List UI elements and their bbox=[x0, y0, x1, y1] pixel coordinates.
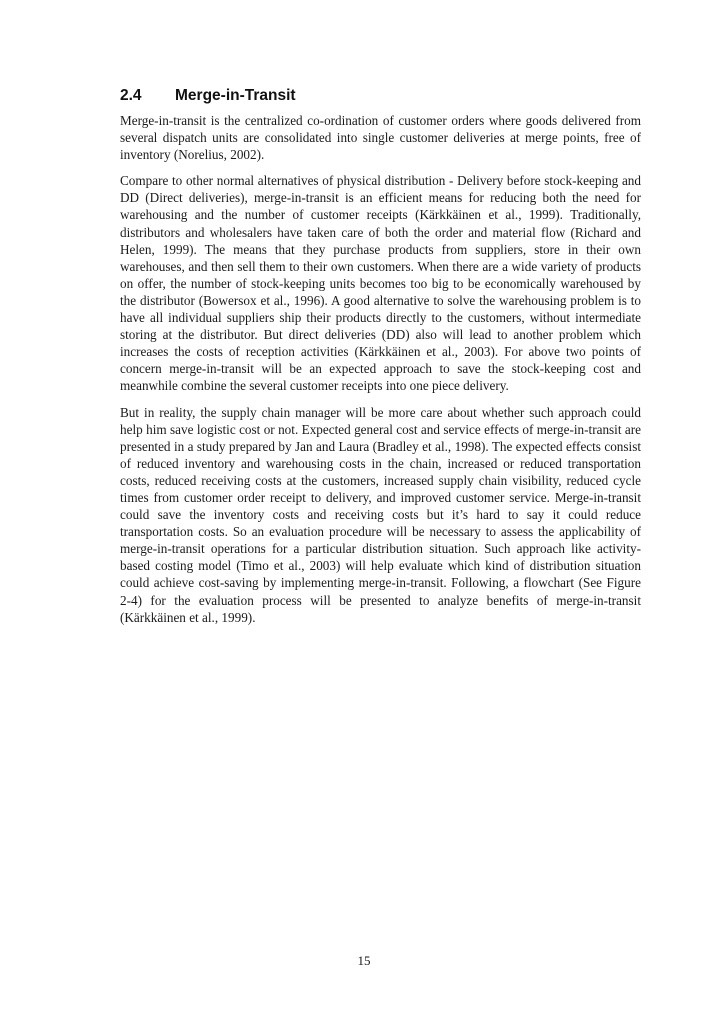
page-content bbox=[120, 86, 641, 635]
paragraph-evaluation: But in reality, the supply chain manager will be more care about whether such approach could help him save logistic cost or not. Expected general cost and service effects of merge-in-transit are presented in a study prepared by Jan and Laura (Bradley et al., 1998). The expected effects consist of reduced inventory and warehousing costs in the chain, increased or reduced transportation costs, reduced receiving costs at the customers, increased supply chain visibility, reduced cycle times from customer order receipt to delivery, and improved customer service. Merge-in-transit could save the inventory costs and receiving costs but it’s hard to say it could reduce transportation costs. So an evaluation procedure will be necessary to assess the applicability of merge-in-transit operations for a particular distribution situation. Such approach like activity-based costing model (Timo et al., 2003) will help evaluate which kind of distribution situation could achieve cost-saving by implementing merge-in-transit. Following, a flowchart (See Figure 2-4) for the evaluation process will be presented to analyze benefits of merge-in-transit (Kärkkäinen et al., 1999). bbox=[120, 404, 641, 625]
section-number: 2.4 bbox=[120, 87, 142, 104]
section-title: Merge-in-Transit bbox=[175, 87, 296, 104]
paragraph-definition: Merge-in-transit is the centralized co-ordination of customer orders where goods delivered from several dispatch units are consolidated into single customer deliveries at merge points, free of inventory (Norelius, 2002). bbox=[120, 113, 641, 163]
page-number: 15 bbox=[357, 953, 371, 968]
section-heading bbox=[120, 86, 641, 106]
paragraph-comparison: Compare to other normal alternatives of physical distribution - Delivery before stock-keeping and DD (Direct deliveries), merge-in-transit is an efficient means for reducing both the need for warehousing and the number of customer receipts (Kärkkäinen et al., 1999). Traditionally, distributors and wholesalers have taken care of both the order and material flow (Richard and Helen, 1999). The means that they purchase products from suppliers, store in their own warehouses, and then sell them to their own customers. When there are a wide variety of products on offer, the number of stock-keeping units becomes too big to be economically warehoused by the distributor (Bowersox et al., 1996). A good alternative to solve the warehousing problem is to have all individual suppliers ship their products directly to the customers, without intermediate storing at the distributor. But direct deliveries (DD) also will lead to another problem which increases the costs of reception activities (Kärkkäinen et al., 2003). For above two points of concern merge-in-transit will be an expected approach to save the stock-keeping cost and meanwhile combine the several customer receipts into one piece delivery. bbox=[120, 173, 641, 394]
